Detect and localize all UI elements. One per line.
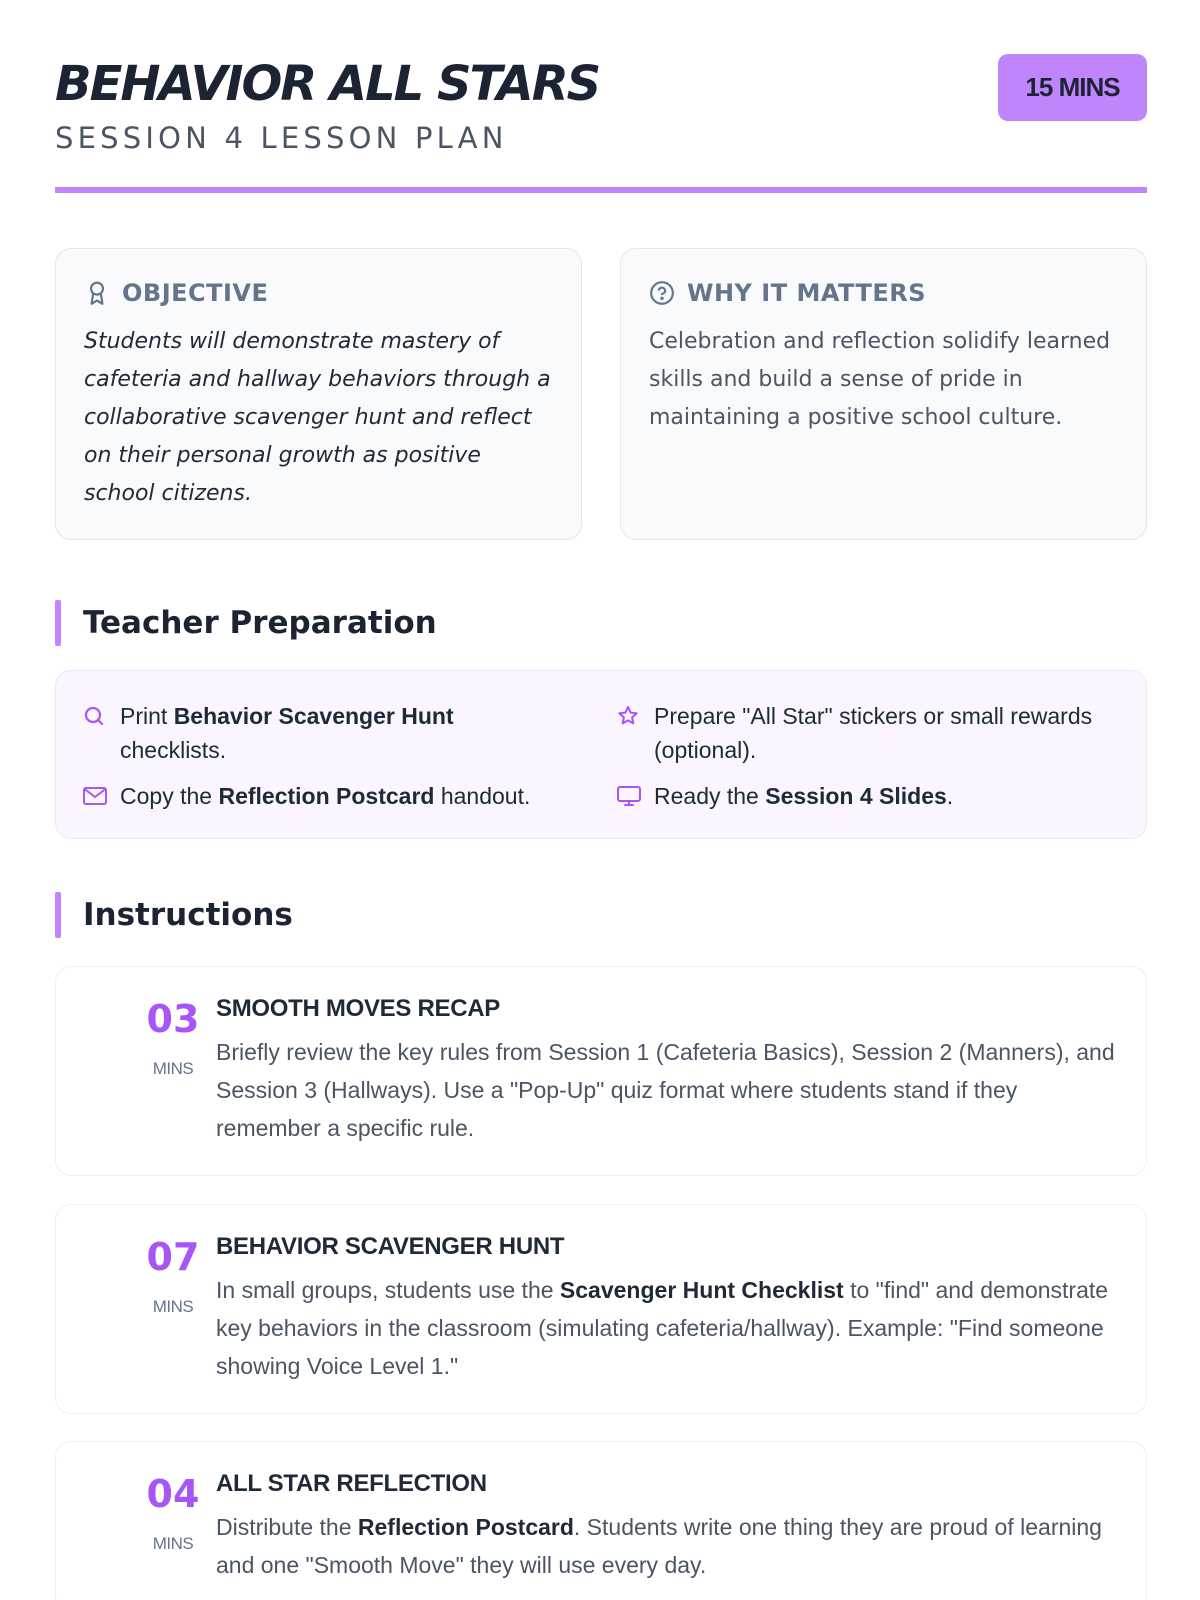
header-divider bbox=[55, 187, 1147, 193]
prep-item-reflection-postcard bbox=[82, 779, 602, 813]
teacher-preparation-heading bbox=[55, 600, 437, 646]
objective-header bbox=[84, 277, 553, 309]
preparation-list bbox=[55, 670, 1147, 839]
section-title: Teacher Preparation bbox=[83, 605, 437, 641]
prep-item-text: Ready the Session 4 Slides. bbox=[654, 783, 954, 809]
step-mins-label: MINS bbox=[152, 1534, 194, 1553]
star-icon bbox=[616, 699, 642, 733]
step-title: ALL STAR REFLECTION bbox=[216, 1470, 487, 1497]
duration-badge: 15 MINS bbox=[998, 54, 1147, 121]
why-it-matters-card bbox=[620, 248, 1147, 540]
instructions-heading bbox=[55, 892, 293, 938]
prep-item-text: Print Behavior Scavenger Hunt checklists. bbox=[120, 703, 454, 763]
instruction-step bbox=[55, 1204, 1147, 1414]
prep-item-stickers bbox=[616, 699, 1116, 767]
objective-text: Students will demonstrate mastery of cafeteria and hallway behaviors through a collaborative scavenger hunt and reflect on their personal growth as positive school citizens. bbox=[84, 329, 551, 506]
objective-label: OBJECTIVE bbox=[122, 279, 269, 307]
objective-card bbox=[55, 248, 582, 540]
section-accent-bar bbox=[55, 892, 61, 938]
prep-item-session-slides bbox=[616, 779, 1116, 813]
section-accent-bar bbox=[55, 600, 61, 646]
page-title: BEHAVIOR ALL STARS bbox=[55, 56, 600, 112]
prep-item-text: Copy the Reflection Postcard handout. bbox=[120, 783, 531, 809]
step-description: In small groups, students use the Scavenger Hunt Checklist to "find" and demonstrate key behaviors in the classroom (simulating cafeteria/hallway). Example: "Find someone showing Voice Level 1." bbox=[216, 1277, 1109, 1379]
step-minutes: 03 bbox=[146, 997, 200, 1041]
lesson-plan-page bbox=[55, 0, 1147, 1578]
mail-icon bbox=[82, 779, 108, 813]
step-minutes: 07 bbox=[146, 1235, 200, 1279]
step-description: Distribute the Reflection Postcard. Students write one thing they are proud of learning and one "Smooth Move" they will use every day. bbox=[216, 1514, 1102, 1578]
why-label: WHY IT MATTERS bbox=[687, 279, 926, 307]
prep-item-text: Prepare "All Star" stickers or small rewards (optional). bbox=[654, 703, 1093, 763]
instruction-step bbox=[55, 966, 1147, 1176]
award-ribbon-icon bbox=[84, 280, 110, 306]
info-cards bbox=[55, 248, 1147, 540]
monitor-icon bbox=[616, 779, 642, 813]
page-subtitle: SESSION 4 LESSON PLAN bbox=[55, 121, 508, 155]
search-icon bbox=[82, 699, 108, 733]
why-header bbox=[649, 277, 1118, 309]
step-minutes: 04 bbox=[146, 1472, 200, 1516]
step-title: SMOOTH MOVES RECAP bbox=[216, 995, 500, 1022]
step-mins-label: MINS bbox=[152, 1297, 194, 1316]
step-description: Briefly review the key rules from Session 1 (Cafeteria Basics), Session 2 (Manners), and Session 3 (Hallways). Use a "Pop-Up" quiz format where students stand if they remember a specific rule. bbox=[216, 1039, 1115, 1141]
section-title: Instructions bbox=[83, 897, 293, 933]
question-circle-icon bbox=[649, 280, 675, 306]
step-title: BEHAVIOR SCAVENGER HUNT bbox=[216, 1233, 565, 1260]
page-header bbox=[55, 0, 1147, 194]
why-text: Celebration and reflection solidify learned skills and build a sense of pride in maintaining a positive school culture. bbox=[649, 329, 1111, 430]
instruction-step bbox=[55, 1441, 1147, 1600]
prep-item-scavenger-checklists bbox=[82, 699, 552, 767]
step-mins-label: MINS bbox=[152, 1059, 194, 1078]
